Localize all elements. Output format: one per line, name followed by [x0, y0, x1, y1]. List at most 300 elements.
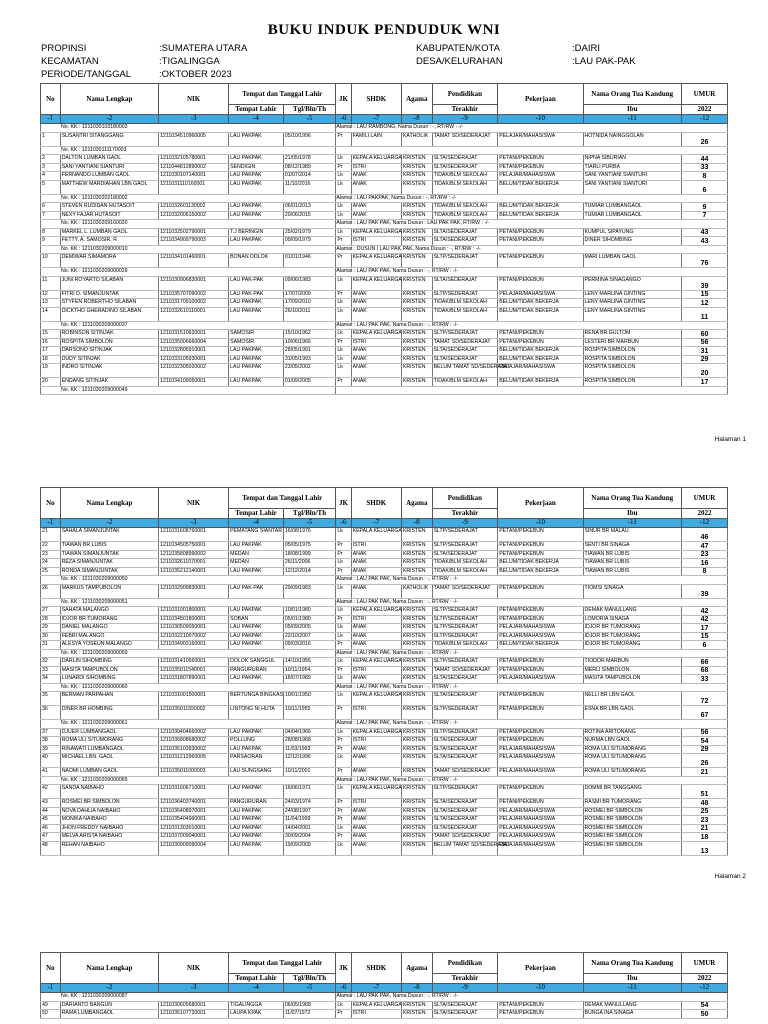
table-cell: SLTP/SEDERAJAT — [432, 785, 498, 799]
table-cell: 10/11/2001 — [283, 768, 336, 777]
table-cell: 17/07/2009 — [283, 290, 336, 299]
table-cell: 1211036808680002 — [159, 737, 229, 746]
table-cell: LAU PAKPAK — [229, 155, 284, 164]
table-cell: 29 — [41, 624, 61, 633]
table-cell: 1211035011540001 — [159, 666, 229, 675]
table-cell: 13 — [41, 299, 61, 308]
column-header-shdk: SHDK — [351, 488, 401, 519]
table-cell: 35 — [41, 692, 61, 706]
column-header-pendidikan: Pendidikan — [432, 84, 498, 105]
family-address: Alamat : DUSUN I LAU PAK PAK, Nama Dusun : -, RT/RW : -/- — [336, 245, 728, 254]
table-row — [41, 528, 728, 542]
table-cell: KRISTEN — [401, 745, 432, 754]
table-cell: 15 — [681, 632, 727, 641]
table-cell: 27 — [41, 607, 61, 616]
table-cell: 1211031303010001 — [159, 824, 229, 833]
meta-right — [416, 42, 636, 68]
column-header-ttl: Tempat dan Tanggal Lahir — [229, 953, 336, 974]
column-number: -5 — [283, 519, 336, 528]
table-cell: 49 — [41, 1001, 61, 1010]
table-cell: 11/03/1993 — [283, 745, 336, 754]
table-cell: LAU PAKPAK — [229, 824, 284, 833]
table-cell: 8 — [41, 228, 61, 237]
register-page-1 — [40, 83, 728, 395]
table-cell: 46 — [681, 528, 727, 542]
table-row — [41, 330, 728, 339]
table-cell: 22/10/2007 — [283, 632, 336, 641]
table-cell: 42 — [681, 607, 727, 616]
table-cell: 40 — [41, 754, 61, 768]
table-cell: BERMAN PARPAHAN — [60, 692, 158, 706]
table-cell: Pr — [336, 833, 351, 842]
table-cell: LAUPA KPAK — [229, 1010, 284, 1019]
table-cell: SLTA/SEDERAJAT — [432, 347, 498, 356]
table-cell: 2 — [41, 155, 61, 164]
column-header-tgl: Tgl/Bln/Th — [283, 974, 336, 984]
table-cell: ANAK — [351, 211, 401, 220]
table-cell: ANAK — [351, 584, 401, 598]
table-cell: NIPNA SIBURIAN — [583, 155, 681, 164]
table-cell: Lk — [336, 299, 351, 308]
table-cell: IDJOR BR TUMORANG — [60, 615, 158, 624]
table-cell: 26 — [681, 132, 727, 146]
table-cell: 1211032805910001 — [159, 347, 229, 356]
table-cell: 1211030909090004 — [159, 841, 229, 855]
table-cell: PANGURURAN — [229, 799, 284, 808]
table-cell: PELAJAR/MAHASISWA — [498, 816, 583, 825]
table-cell: 8 — [681, 567, 727, 576]
table-cell: PETANI/PEKEBUN — [498, 737, 583, 746]
column-number: -11 — [583, 984, 681, 993]
table-cell: DARLIN SIHOMBING — [60, 658, 158, 667]
meta-value: :TIGALINGGA — [159, 56, 220, 67]
table-row — [41, 824, 728, 833]
column-header-ibu: Ibu — [583, 105, 681, 115]
table-cell: Pr — [336, 1010, 351, 1019]
table-cell: 24/03/1974 — [283, 799, 336, 808]
table-cell: KRISTEN — [401, 607, 432, 616]
table-cell: KRISTEN — [401, 338, 432, 347]
table-cell: 48 — [41, 841, 61, 855]
table-cell: Pr — [336, 550, 351, 559]
table-cell: 56 — [681, 338, 727, 347]
table-cell: TAMAT SD/SEDERAJAT — [432, 338, 498, 347]
column-header-agama: Agama — [401, 84, 432, 115]
table-cell: Pr — [336, 641, 351, 650]
table-cell: 1211032006150002 — [159, 211, 229, 220]
table-cell: LAU PAKPAK — [229, 567, 284, 576]
table-cell: KATHOLIK — [401, 132, 432, 146]
table-cell: REHAN NAIBAHO — [60, 841, 158, 855]
table-cell: KRISTEN — [401, 624, 432, 633]
table-row — [41, 692, 728, 706]
family-card-row — [41, 386, 728, 395]
table-cell: LAU PAK-PAK — [229, 276, 284, 290]
table-cell: PEMATANG SIANTAR — [229, 528, 284, 542]
table-cell: KRISTEN — [401, 641, 432, 650]
table-cell: ISTRI — [351, 737, 401, 746]
table-cell: 1211034501800001 — [159, 615, 229, 624]
table-cell: 26 — [681, 754, 727, 768]
page-title: BUKU INDUK PENDUDUK WNI — [267, 22, 501, 38]
table-cell: 42 — [681, 615, 727, 624]
column-number: -11 — [583, 115, 681, 124]
table-cell: ANAK — [351, 745, 401, 754]
table-cell: HOTNIDA NAINGGOLAN — [583, 132, 681, 146]
table-cell: SLTA/SEDERAJAT — [432, 816, 498, 825]
table-cell: 20 — [681, 364, 727, 378]
table-cell: BELUM/TIDAK BEKERJA — [498, 567, 583, 576]
table-cell: TIOMSI SINAGA — [583, 584, 681, 598]
table-cell: TUMIAR LUMBANGAOL — [583, 211, 681, 220]
population-table — [40, 487, 728, 856]
register-page-3 — [40, 952, 728, 1019]
table-row — [41, 155, 728, 164]
table-cell: KRISTEN — [401, 307, 432, 321]
table-cell: PELAJAR/MAHASISWA — [498, 807, 583, 816]
table-cell: BELUM TAMAT SD/SEDERAJAT — [432, 841, 498, 855]
table-cell: PETANI/PEKEBUN — [498, 1010, 583, 1019]
table-cell: KRISTEN — [401, 211, 432, 220]
table-cell: 54 — [681, 737, 727, 746]
table-cell: ANAK — [351, 841, 401, 855]
table-cell: KRISTEN — [401, 542, 432, 551]
table-cell: 1211031807890001 — [159, 675, 229, 684]
table-cell: 29/09/1983 — [283, 584, 336, 598]
table-cell: ANAK — [351, 172, 401, 181]
table-cell: 14/10/1956 — [283, 658, 336, 667]
table-cell: TIODOR MARBUN — [583, 658, 681, 667]
table-cell: 1211031212960005 — [159, 754, 229, 768]
table-cell: KRISTEN — [401, 1010, 432, 1019]
table-cell: Pr — [336, 807, 351, 816]
table-cell: FEBRI MALANGO — [60, 632, 158, 641]
table-cell: ROMA ULI SITUMORANG — [583, 745, 681, 754]
table-cell: ROMA ULI SITUMORANG — [583, 768, 681, 777]
family-card-number: No. KK : 1211030209000065 — [41, 776, 336, 785]
table-cell: SLTP/SEDERAJAT — [432, 528, 498, 542]
table-cell: KEPALA KELUARGA — [352, 330, 402, 336]
table-cell: MELVA ARISTA NAIBAHO — [60, 833, 158, 842]
table-row — [41, 276, 728, 290]
table-cell: 37 — [41, 728, 61, 737]
column-number: -9 — [432, 984, 498, 993]
family-address: Alamat : LAU PAKPAK, Nama Dusun : -, RT/RW : -/- — [336, 194, 728, 203]
table-cell: LAU SUNGSANG — [229, 768, 284, 777]
table-cell: LAU PAKPAK — [229, 833, 284, 842]
table-cell: PELAJAR/MAHASISWA — [498, 364, 583, 378]
column-number: -1 — [41, 519, 61, 528]
table-cell: PETANI/PEKEBUN — [498, 785, 583, 799]
table-row — [41, 290, 728, 299]
table-cell: ISTRI — [351, 799, 401, 808]
family-card-row — [41, 321, 728, 330]
table-cell: 1211034109050001 — [159, 378, 229, 387]
column-header-nik: NIK — [159, 953, 229, 984]
table-cell: 29 — [681, 745, 727, 754]
table-cell: ANAK — [351, 567, 401, 576]
table-cell: KRISTEN — [401, 706, 432, 720]
table-cell: KRISTEN — [401, 807, 432, 816]
table-cell: SLTA/SEDERAJAT — [432, 228, 498, 237]
family-card-row — [41, 683, 728, 692]
table-row — [41, 641, 728, 650]
family-card-row — [41, 220, 728, 229]
table-cell: 16/08/1976 — [283, 528, 336, 542]
table-cell: Pr — [336, 615, 351, 624]
table-cell: SLTP/SEDERAJAT — [432, 658, 498, 667]
table-cell: Pr — [336, 799, 351, 808]
column-number: -6 — [336, 984, 351, 993]
table-cell: 43 — [681, 237, 727, 246]
table-cell: KRISTEN — [401, 632, 432, 641]
family-address: Alamat : LAU PAK PAK, Nama Dusun : -, RT/RW : -/- — [336, 598, 728, 607]
table-cell: PETANI/PEKEBUN — [498, 338, 583, 347]
table-cell: SUSANTRI SITANGGANG — [60, 132, 158, 146]
table-cell: SLTA/SEDERAJAT — [432, 692, 498, 706]
table-row — [41, 338, 728, 347]
table-cell: ISTRI — [351, 542, 401, 551]
family-card-row — [41, 993, 728, 1002]
meta-value: :LAU PAK-PAK — [572, 56, 636, 67]
table-cell: Lk — [336, 728, 351, 737]
table-cell: SLTP/SEDERAJAT — [432, 615, 498, 624]
column-number: -7 — [351, 115, 401, 124]
column-header-shdk: SHDK — [351, 953, 401, 984]
table-row — [41, 378, 728, 387]
column-header-tahun: 2022 — [681, 105, 727, 115]
table-cell: 31 — [41, 641, 61, 650]
table-cell: SLTP/SEDERAJAT — [432, 330, 498, 339]
column-number: -2 — [60, 519, 158, 528]
table-cell: TAMAT SD/SEDERAJAT — [432, 833, 498, 842]
family-card-row — [41, 776, 728, 785]
table-cell: TUMIAR LUMBANGAOL — [583, 203, 681, 212]
column-header-terakhir: Terakhir — [432, 105, 498, 115]
table-cell: Lk — [336, 172, 351, 181]
table-cell: 05/10/1996 — [283, 132, 336, 146]
table-cell: 1211035011000003 — [159, 768, 229, 777]
table-cell: BELUM/TIDAK BEKERJA — [498, 641, 583, 650]
table-cell: ISTRI — [351, 615, 401, 624]
table-cell: 1211034505750001 — [159, 542, 229, 551]
family-card-row — [41, 576, 728, 585]
table-row — [41, 559, 728, 568]
table-cell: 7 — [41, 211, 61, 220]
table-cell: SAHATA MALANGO — [60, 607, 158, 616]
table-cell: KEPALA KELUARGA — [352, 1001, 402, 1008]
table-cell: SLTA/SEDERAJAT — [432, 807, 498, 816]
table-cell: TIDAK/BLM SEKOLAH — [432, 307, 498, 321]
table-cell: 19/09/2009 — [283, 841, 336, 855]
table-cell: SLTP/SEDERAJAT — [432, 632, 498, 641]
table-cell: ANAK — [351, 307, 401, 321]
table-cell: 05/09/2005 — [283, 624, 336, 633]
table-cell: PETANI/PEKEBUN — [498, 706, 583, 720]
table-cell: PETANI/PEKEBUN — [498, 728, 583, 737]
table-cell: 48 — [681, 799, 727, 808]
family-card-row — [41, 124, 728, 133]
table-cell: 7 — [681, 211, 727, 220]
table-cell: SLTP/SEDERAJAT — [432, 624, 498, 633]
table-row — [41, 816, 728, 825]
table-cell: LAU PAKPAK — [229, 180, 284, 194]
table-cell: 16/06/1971 — [283, 785, 336, 799]
table-cell: 30/09/2004 — [283, 833, 336, 842]
table-cell: 50 — [681, 1010, 727, 1019]
table-cell: Lk — [336, 347, 351, 356]
table-cell: 15/10/1962 — [283, 330, 336, 339]
table-cell: ANAK — [351, 347, 401, 356]
meta-key: KABUPATEN/KOTA — [416, 43, 500, 54]
family-address: Alamat : LAU PAK PAK, Nama Dusun : -, RT/RW : -/- — [336, 649, 728, 658]
table-cell: Lk — [336, 754, 351, 768]
table-cell: 43 — [41, 799, 61, 808]
table-cell: 33 — [681, 163, 727, 172]
table-cell: 1211030906830001 — [159, 276, 229, 290]
table-cell: KRISTEN — [401, 567, 432, 576]
table-cell: STYFEN ROBERTHO SILABAN — [60, 299, 158, 308]
family-card-number: No. KK : 1211030209000010 — [41, 245, 336, 254]
table-cell: 25 — [41, 567, 61, 576]
table-cell: NELLI BR LBN GAOL — [583, 692, 681, 706]
column-number: -1 — [41, 115, 61, 124]
table-cell: TIDAK/BLM SEKOLAH — [432, 172, 498, 181]
column-header-agama: Agama — [401, 488, 432, 519]
table-cell: ANAK — [351, 754, 401, 768]
table-cell: KRISTEN — [401, 824, 432, 833]
table-cell: RASMI BR TUMORANG — [583, 799, 681, 808]
table-cell: SLTA/SEDERAJAT — [432, 276, 498, 290]
table-cell: 12 — [681, 299, 727, 308]
table-cell: LENY MARLINA GINTING — [583, 307, 681, 321]
table-cell: FERNANDO LUMBAN GAOL — [60, 172, 158, 181]
column-header-nama: Nama Lengkap — [60, 488, 158, 519]
table-cell: PETANI/PEKEBUN — [498, 584, 583, 598]
table-cell: 26 — [41, 584, 61, 598]
column-header-jk: JK — [336, 953, 351, 984]
column-number: -3 — [159, 519, 229, 528]
table-cell: 21/05/1978 — [283, 155, 336, 164]
table-cell: TIDAK/BLM SEKOLAH — [432, 211, 498, 220]
table-cell: Lk — [336, 528, 351, 542]
table-cell: NOVA DAHLIA NAIBAHO — [60, 807, 158, 816]
table-cell: 1211036408970001 — [159, 807, 229, 816]
table-cell: KEPALA KELUARGA — [351, 254, 401, 268]
table-cell: ROSPITA SIMBOLON — [60, 338, 158, 347]
table-cell: PETANI/PEKEBUN — [498, 155, 583, 164]
column-number-row — [41, 115, 728, 124]
table-cell: KRISTEN — [401, 347, 432, 356]
table-cell: KEPALA KELUARGA — [351, 528, 401, 542]
table-cell: 8 — [681, 172, 727, 181]
table-cell: LOMORIA SINAGA — [583, 615, 681, 624]
column-header-umur: UMUR — [681, 488, 727, 509]
table-cell: Lk — [336, 607, 351, 616]
table-cell: SLTA/SEDERAJAT — [432, 745, 498, 754]
family-card-row — [41, 598, 728, 607]
table-cell: 20/06/2015 — [283, 211, 336, 220]
table-cell: ANAK — [351, 641, 401, 650]
table-cell: SENTI BR SINAGA — [583, 542, 681, 551]
table-cell: KRISTEN — [401, 559, 432, 568]
table-cell: SLTP/SEDERAJAT — [432, 290, 498, 299]
table-cell: Lk — [336, 632, 351, 641]
table-cell: 1211037009040001 — [159, 833, 229, 842]
column-header-nik: NIK — [159, 84, 229, 115]
table-cell: LAU PAKPAK — [229, 132, 284, 146]
table-cell: BELUM/TIDAK BEKERJA — [498, 211, 583, 220]
table-cell: LESTERI BR MARBUN — [583, 338, 681, 347]
column-number: -12 — [681, 519, 727, 528]
column-header-pendidikan: Pendidikan — [432, 953, 498, 974]
table-cell: TIAWAN BR LUBIS — [583, 550, 681, 559]
table-cell: DARSONO SITINJAK — [60, 347, 158, 356]
table-cell: 1211035107720001 — [159, 1010, 229, 1019]
table-cell: KRISTEN — [401, 768, 432, 777]
table-cell: TIAWAN BR LUBIS — [583, 567, 681, 576]
table-cell: DINER SIHOMBING — [583, 237, 681, 246]
table-row — [41, 364, 728, 378]
table-row — [41, 706, 728, 720]
table-cell: PETANI/PEKEBUN — [498, 799, 583, 808]
table-cell: ISTRI — [351, 237, 401, 246]
table-cell: 18 — [681, 833, 727, 842]
meta-value: :SUMATERA UTARA — [159, 43, 248, 54]
table-cell: SLTA/SEDERAJAT — [432, 355, 498, 364]
table-cell: KRISTEN — [401, 364, 432, 378]
table-cell: DEMAK MANULLANG — [583, 607, 681, 616]
table-cell: MATTHEW MARDIAHAN LBN GAOL — [60, 180, 158, 194]
table-cell: 23 — [41, 550, 61, 559]
table-cell: MEDAN — [229, 559, 284, 568]
table-cell: IDJOR BR TUMORANG — [583, 641, 681, 650]
column-header-agama: Agama — [401, 953, 432, 984]
table-cell: 24/08/1997 — [283, 807, 336, 816]
table-cell: ANAK — [351, 833, 401, 842]
table-cell: PELAJAR/MAHASISWA — [498, 132, 583, 146]
table-cell: 56 — [681, 728, 727, 737]
table-cell: 1211030107140001 — [159, 172, 229, 181]
table-row — [41, 666, 728, 675]
table-cell: TIDAK/BLM SEKOLAH — [432, 203, 498, 212]
table-cell: PELAJAR/MAHASISWA — [498, 675, 583, 684]
table-cell: ROSMEI BR SIMBOLON — [583, 807, 681, 816]
table-cell: Pr — [336, 237, 351, 246]
table-cell: 15 — [681, 290, 727, 299]
meta-value: :OKTOBER 2023 — [159, 69, 232, 80]
table-cell: FITRI D. SIMANJUNTAK — [60, 290, 158, 299]
table-cell: KRISTEN — [401, 615, 432, 624]
table-row — [41, 833, 728, 842]
table-cell: ISTRI — [351, 163, 401, 172]
table-cell: 11 — [41, 276, 61, 290]
table-cell: ISTRI — [351, 706, 401, 720]
table-cell: 1211044812890002 — [159, 163, 229, 172]
family-address: Alamat : LAU PAK PAK, Nama Dusun : -, RT/RW : -/- — [336, 268, 728, 277]
table-cell: ROSMEI BR SIMBOLON — [583, 816, 681, 825]
column-number: -7 — [351, 519, 401, 528]
table-cell: LAU PAKPAK — [229, 299, 284, 308]
table-cell: KRISTEN — [401, 799, 432, 808]
table-cell: 1211034909790003 — [159, 237, 229, 246]
table-cell: 76 — [681, 254, 727, 268]
table-cell: DICKTHO GHERADINO SILABAN — [60, 307, 158, 321]
table-cell: DOLOK SANGGUL — [229, 658, 284, 667]
table-cell: JUNI ROYARTO SILABAN — [60, 276, 158, 290]
table-cell: KRISTEN — [401, 299, 432, 308]
table-cell: Lk — [336, 355, 351, 364]
